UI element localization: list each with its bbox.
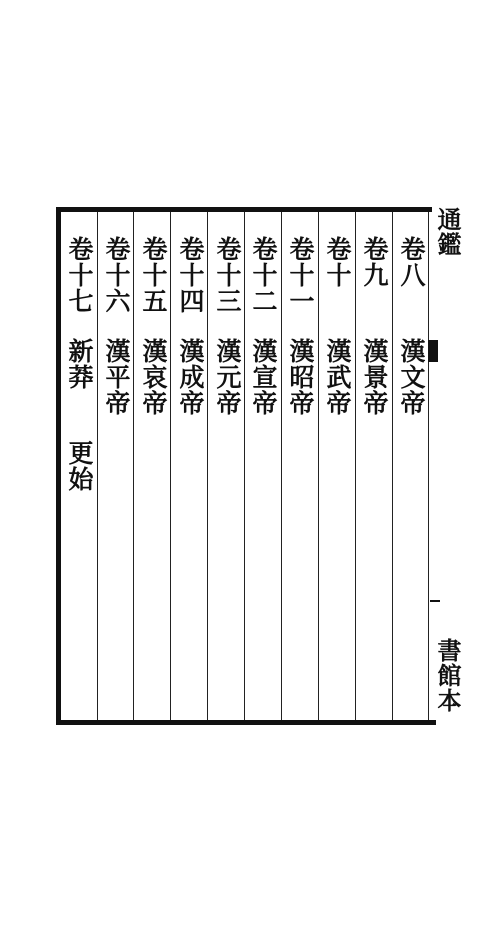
- column-divider: [355, 212, 356, 720]
- frame-bottom-border: [56, 720, 436, 725]
- emperor-name: 漢成帝: [176, 338, 205, 416]
- column-divider: [170, 212, 171, 720]
- emperor-name: 漢武帝: [323, 338, 352, 416]
- volume-label: 卷十六: [102, 236, 131, 314]
- column-divider: [97, 212, 98, 720]
- emperor-name: 漢文帝: [397, 338, 426, 416]
- volume-label: 卷十: [323, 236, 352, 288]
- volume-label: 卷十一: [286, 236, 315, 314]
- volume-label: 卷九: [360, 236, 389, 288]
- emperor-name: 漢宣帝: [249, 338, 278, 416]
- emperor-name: 新莽: [65, 338, 94, 390]
- column-divider: [133, 212, 134, 720]
- frame-left-border: [56, 207, 61, 725]
- volume-label: 卷十七: [65, 236, 94, 314]
- margin-dash: [430, 600, 440, 602]
- column-divider: [392, 212, 393, 720]
- fishtail-mark: [428, 340, 438, 362]
- volume-label: 卷十四: [176, 236, 205, 314]
- column-divider: [244, 212, 245, 720]
- emperor-name: 漢哀帝: [139, 338, 168, 416]
- emperor-name-extra: 更始: [65, 440, 94, 492]
- column-divider: [207, 212, 208, 720]
- emperor-name: 漢元帝: [213, 338, 242, 416]
- volume-label: 卷十五: [139, 236, 168, 314]
- volume-label: 卷十二: [249, 236, 278, 314]
- emperor-name: 漢景帝: [360, 338, 389, 416]
- volume-label: 卷十三: [213, 236, 242, 314]
- margin-bottom-text: 書館本: [433, 638, 462, 713]
- volume-label: 卷八: [397, 236, 426, 288]
- column-divider: [428, 212, 429, 720]
- column-divider: [281, 212, 282, 720]
- emperor-name: 漢昭帝: [286, 338, 315, 416]
- emperor-name: 漢平帝: [102, 338, 131, 416]
- margin-title: 通鑑: [433, 207, 462, 257]
- column-divider: [318, 212, 319, 720]
